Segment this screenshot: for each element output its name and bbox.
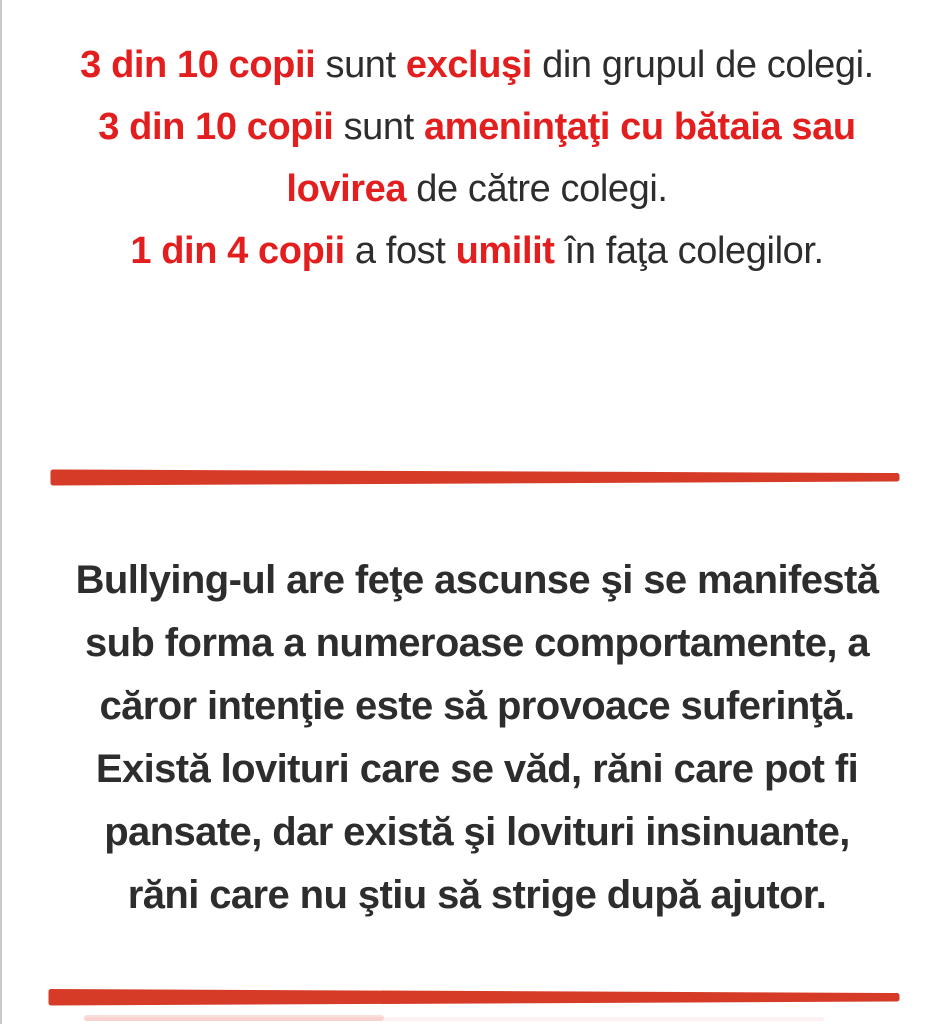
stat-highlight-text: 1 din 4 copii (130, 230, 345, 272)
stat-text: de către colegi. (406, 168, 668, 210)
paragraph-section (22, 549, 932, 927)
statistics-section (12, 34, 942, 282)
stat-text: în faţa colegilor. (554, 230, 824, 272)
stat-text: sunt (333, 106, 424, 148)
paragraph-line: răni care nu ştiu să strige după ajutor. (127, 873, 827, 917)
stat-text: din grupul de colegi. (531, 44, 874, 86)
stat-line (12, 34, 942, 96)
paragraph-line: pansate, dar există şi lovituri insinuante, (104, 810, 850, 854)
stat-highlight-text: excluşi (405, 44, 532, 86)
paragraph-line: sub forma a numeroase comportamente, a (84, 621, 870, 665)
stat-text: a fost (344, 230, 456, 272)
stat-line (12, 220, 942, 282)
paragraph-line: Există lovituri care se văd, răni care pot fi (95, 747, 859, 791)
hand-drawn-divider-bottom-icon (44, 985, 904, 1008)
stat-line (12, 96, 942, 158)
cutoff-divider-smudge (84, 1015, 384, 1021)
stat-highlight-text: ameninţaţi cu bătaia sau (423, 106, 856, 148)
cutoff-divider-smudge-faint (84, 1017, 824, 1021)
paragraph-line: căror intenţie este să provoace suferinţă. (99, 684, 855, 728)
stat-highlight-text: 3 din 10 copii (98, 106, 334, 148)
stat-text: sunt (315, 44, 406, 86)
paragraph-line: Bullying-ul are feţe ascunse şi se manifestă (75, 558, 879, 602)
stat-line (12, 158, 942, 220)
stat-highlight-text: 3 din 10 copii (80, 44, 316, 86)
hand-drawn-divider-top-icon (46, 466, 904, 488)
stat-highlight-text: umilit (455, 230, 555, 272)
stat-highlight-text: lovirea (286, 168, 407, 210)
